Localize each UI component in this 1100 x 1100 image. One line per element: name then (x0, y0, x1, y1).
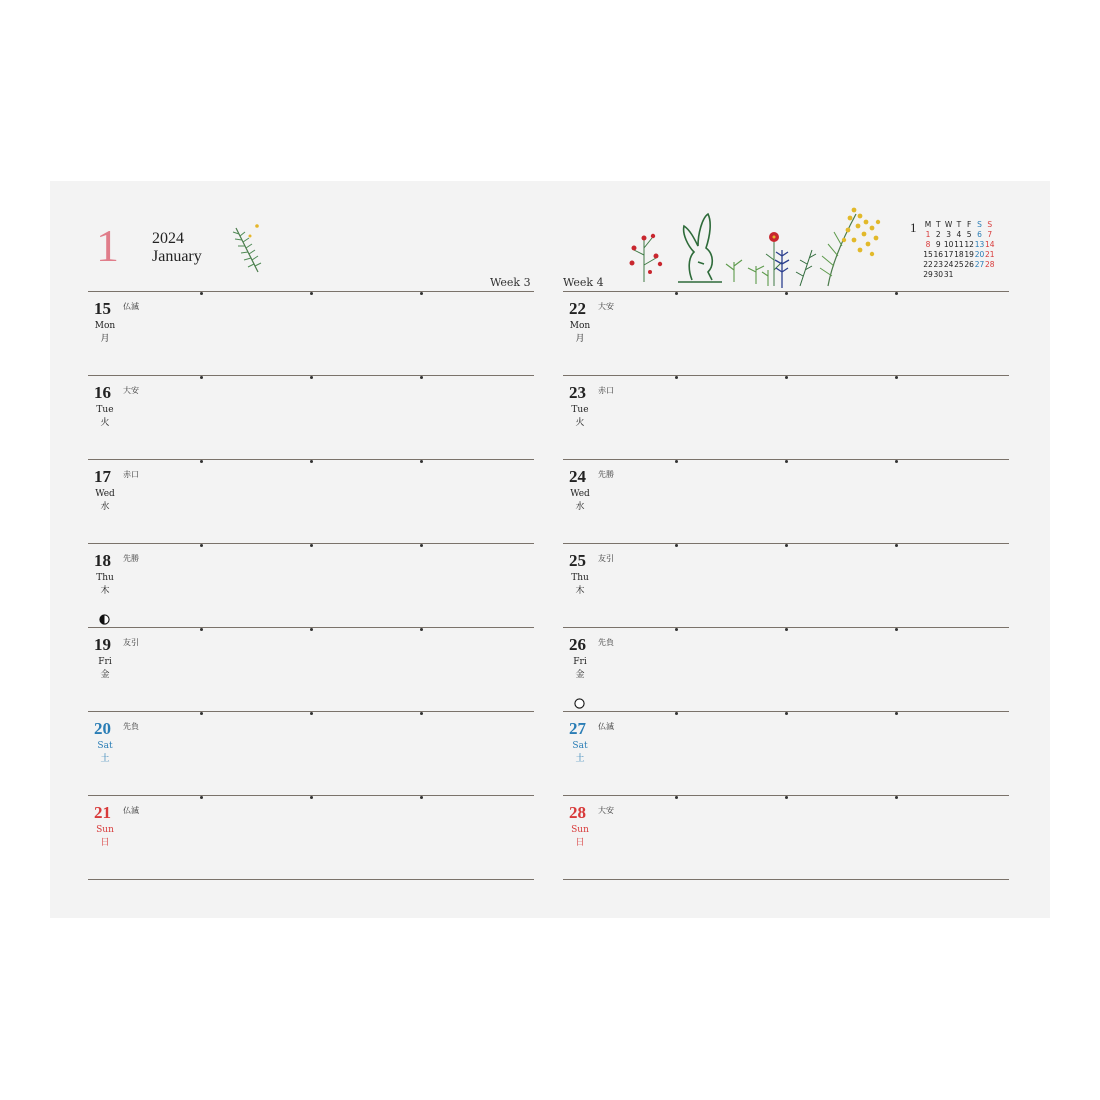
day-row[interactable] (88, 545, 534, 626)
day-row[interactable] (88, 797, 534, 878)
day-name-jp: 水 (575, 502, 585, 512)
rokuyo-label: 仏滅 (598, 722, 614, 731)
day-row[interactable] (563, 461, 1009, 542)
mini-calendar-date: 11 (954, 240, 964, 249)
rabbit-icon (678, 214, 722, 282)
day-number: 19 (94, 635, 111, 654)
mini-calendar-date: 3 (946, 230, 951, 239)
mini-calendar-date: 5 (966, 230, 972, 239)
pine-sprig-icon (230, 222, 266, 276)
rokuyo-label: 大安 (598, 806, 614, 815)
day-number: 18 (94, 551, 111, 570)
day-number: 20 (94, 719, 111, 738)
day-name-en: Thu (96, 573, 114, 583)
day-name-jp: 火 (100, 418, 110, 428)
mini-calendar-header: S (987, 220, 993, 229)
day-row[interactable] (563, 713, 1009, 794)
fern-icon (796, 250, 816, 286)
mini-calendar-date: 30 (933, 270, 944, 279)
week-label-left: Week 3 (490, 276, 531, 289)
day-name-en: Thu (571, 573, 589, 583)
first-quarter-moon-icon (99, 614, 110, 625)
rokuyo-label: 仏滅 (123, 806, 139, 815)
rokuyo-label: 先負 (598, 638, 614, 647)
rokuyo-label: 大安 (598, 302, 614, 311)
day-number: 21 (94, 803, 111, 822)
day-number: 23 (569, 383, 586, 402)
day-name-jp: 日 (575, 838, 585, 848)
mini-calendar-date: 29 (923, 270, 933, 279)
mini-calendar-header: W (944, 220, 953, 229)
day-name-en: Sat (97, 741, 113, 751)
rokuyo-label: 大安 (123, 386, 139, 395)
day-name-en: Mon (569, 321, 591, 331)
year-label: 2024 (152, 230, 184, 247)
day-name-jp: 木 (100, 586, 110, 596)
red-berry-plant-icon (630, 234, 663, 282)
mini-calendar-date: 19 (964, 250, 974, 259)
mini-calendar-date: 16 (933, 250, 944, 259)
rokuyo-label: 先勝 (123, 554, 139, 563)
blue-flower-icon (775, 250, 789, 288)
day-row[interactable] (88, 713, 534, 794)
mini-calendar-date: 28 (985, 260, 995, 269)
day-name-jp: 月 (100, 334, 110, 344)
day-row[interactable] (563, 545, 1009, 626)
rokuyo-label: 先勝 (598, 470, 614, 479)
mini-calendar-date: 2 (935, 230, 941, 239)
day-name-en: Sun (571, 825, 589, 835)
mini-calendar-date: 23 (933, 260, 944, 269)
day-name-en: Wed (570, 489, 590, 499)
mini-calendar-date: 12 (964, 240, 974, 249)
mini-calendar-date: 17 (943, 250, 954, 259)
day-number: 26 (569, 635, 586, 654)
rokuyo-label: 先負 (123, 722, 139, 731)
day-name-jp: 金 (575, 670, 585, 680)
day-number: 17 (94, 467, 111, 486)
day-name-jp: 木 (575, 586, 585, 596)
rokuyo-label: 赤口 (123, 470, 139, 479)
mini-calendar-date: 15 (923, 250, 933, 259)
mini-calendar-header: T (936, 220, 941, 229)
day-name-en: Tue (571, 405, 589, 415)
day-name-jp: 火 (575, 418, 585, 428)
day-row[interactable] (88, 293, 534, 374)
mini-calendar-date: 26 (964, 260, 974, 269)
day-name-en: Wed (95, 489, 115, 499)
mini-calendar-date: 10 (943, 240, 954, 249)
mini-calendar-date: 20 (974, 250, 985, 259)
full-moon-icon (574, 698, 585, 709)
day-number: 15 (94, 299, 111, 318)
day-number: 27 (569, 719, 586, 738)
day-name-jp: 金 (100, 670, 110, 680)
day-row[interactable] (563, 377, 1009, 458)
row-rule (563, 879, 1009, 880)
day-row[interactable] (563, 797, 1009, 878)
week-label-right: Week 4 (563, 276, 604, 289)
mini-calendar-date: 31 (943, 270, 954, 279)
mini-calendar-header: M (924, 220, 932, 229)
mini-calendar-date: 22 (923, 260, 933, 269)
mini-calendar-date: 24 (943, 260, 954, 269)
rokuyo-label: 友引 (123, 638, 139, 647)
day-number: 25 (569, 551, 586, 570)
rokuyo-label: 仏滅 (123, 302, 139, 311)
day-number: 28 (569, 803, 586, 822)
mini-calendar-date: 18 (954, 250, 964, 259)
mini-calendar-date: 25 (954, 260, 964, 269)
day-name-jp: 月 (575, 334, 585, 344)
day-name-jp: 土 (575, 754, 585, 764)
garden-illustration (622, 200, 890, 292)
day-row[interactable] (563, 293, 1009, 374)
day-row[interactable] (88, 377, 534, 458)
day-row[interactable] (563, 629, 1009, 710)
day-name-jp: 土 (100, 754, 110, 764)
mini-calendar-month: 1 (910, 220, 917, 235)
mini-calendar-date: 8 (925, 240, 931, 249)
mini-calendar-header: F (967, 220, 972, 229)
mini-calendar-date: 4 (956, 230, 962, 239)
day-name-en: Fri (573, 657, 587, 667)
day-number: 16 (94, 383, 111, 402)
mini-calendar-date: 13 (974, 240, 985, 249)
day-number: 24 (569, 467, 586, 486)
day-row[interactable] (88, 629, 534, 710)
day-number: 22 (569, 299, 586, 318)
day-name-jp: 水 (100, 502, 110, 512)
rokuyo-label: 赤口 (598, 386, 614, 395)
day-name-jp: 日 (100, 838, 110, 848)
mini-calendar-header: S (977, 220, 982, 229)
mimosa-branch-icon (820, 208, 880, 286)
day-name-en: Sun (96, 825, 114, 835)
day-name-en: Tue (96, 405, 114, 415)
row-rule (88, 879, 534, 880)
mini-calendar-date: 14 (985, 240, 995, 249)
month-name: January (152, 248, 202, 265)
day-name-en: Mon (94, 321, 116, 331)
mini-calendar-date: 21 (985, 250, 995, 259)
day-name-en: Fri (98, 657, 112, 667)
mini-calendar-date: 27 (974, 260, 985, 269)
mini-calendar-header: T (956, 220, 962, 229)
rokuyo-label: 友引 (598, 554, 614, 563)
sprout-icon (726, 260, 768, 286)
mini-calendar-date: 6 (977, 230, 982, 239)
month-number: 1 (96, 220, 119, 271)
mini-calendar-date: 7 (987, 230, 993, 239)
day-row[interactable] (88, 461, 534, 542)
mini-calendar-date: 9 (935, 240, 941, 249)
day-name-en: Sat (572, 741, 588, 751)
mini-calendar-date: 1 (925, 230, 931, 239)
